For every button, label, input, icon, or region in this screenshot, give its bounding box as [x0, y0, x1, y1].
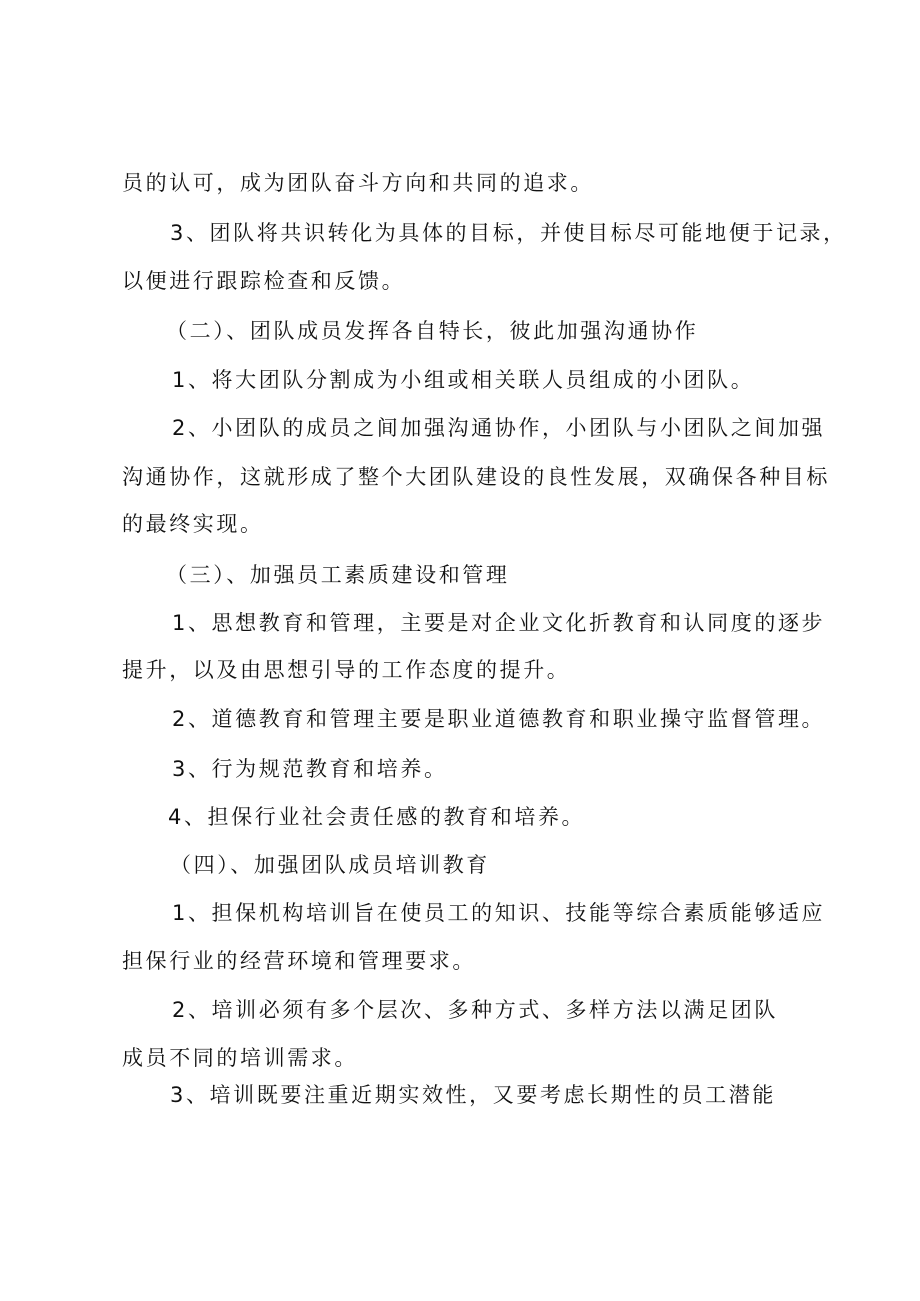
text-line-17: 担保行业的经营环境和管理要求。	[122, 949, 476, 973]
text-line-13: 3、行为规范教育和培养。	[172, 757, 448, 781]
section-heading-2: （二）、团队成员发挥各自特长，彼此加强沟通协作	[166, 319, 699, 343]
text-line-7: 沟通协作，这就形成了整个大团队建设的良性发展，双确保各种目标	[122, 465, 830, 489]
text-line-20: 3、培训既要注重近期实效性，又要考虑长期性的员工潜能	[170, 1083, 776, 1107]
section-heading-4: （四）、加强团队成员培训教育	[170, 853, 490, 877]
text-line-6: 2、小团队的成员之间加强沟通协作，小团队与小团队之间加强	[172, 416, 826, 440]
text-line-12: 2、道德教育和管理主要是职业道德教育和职业操守监督管理。	[172, 707, 826, 731]
text-line-3: 以便进行跟踪检查和反馈。	[122, 269, 406, 293]
text-line-5: 1、将大团队分割成为小组或相关联人员组成的小团队。	[172, 368, 755, 392]
text-line-11: 提升，以及由思想引导的工作态度的提升。	[122, 658, 571, 682]
text-line-10: 1、思想教育和管理，主要是对企业文化折教育和认同度的逐步	[172, 611, 826, 635]
text-line-18: 2、培训必须有多个层次、多种方式、多样方法以满足团队	[172, 998, 778, 1022]
text-line-2: 3、团队将共识转化为具体的目标，并使目标尽可能地便于记录，	[170, 221, 847, 245]
text-line-8: 的最终实现。	[122, 512, 264, 536]
text-line-16: 1、担保机构培训旨在使员工的知识、技能等综合素质能够适应	[172, 901, 826, 925]
text-line-14: 4、担保行业社会责任感的教育和培养。	[168, 805, 586, 829]
text-line-1: 员的认可，成为团队奋斗方向和共同的追求。	[122, 171, 594, 195]
section-heading-3: （三）、加强员工素质建设和管理	[166, 563, 510, 587]
text-line-19: 成员不同的培训需求。	[122, 1046, 358, 1070]
